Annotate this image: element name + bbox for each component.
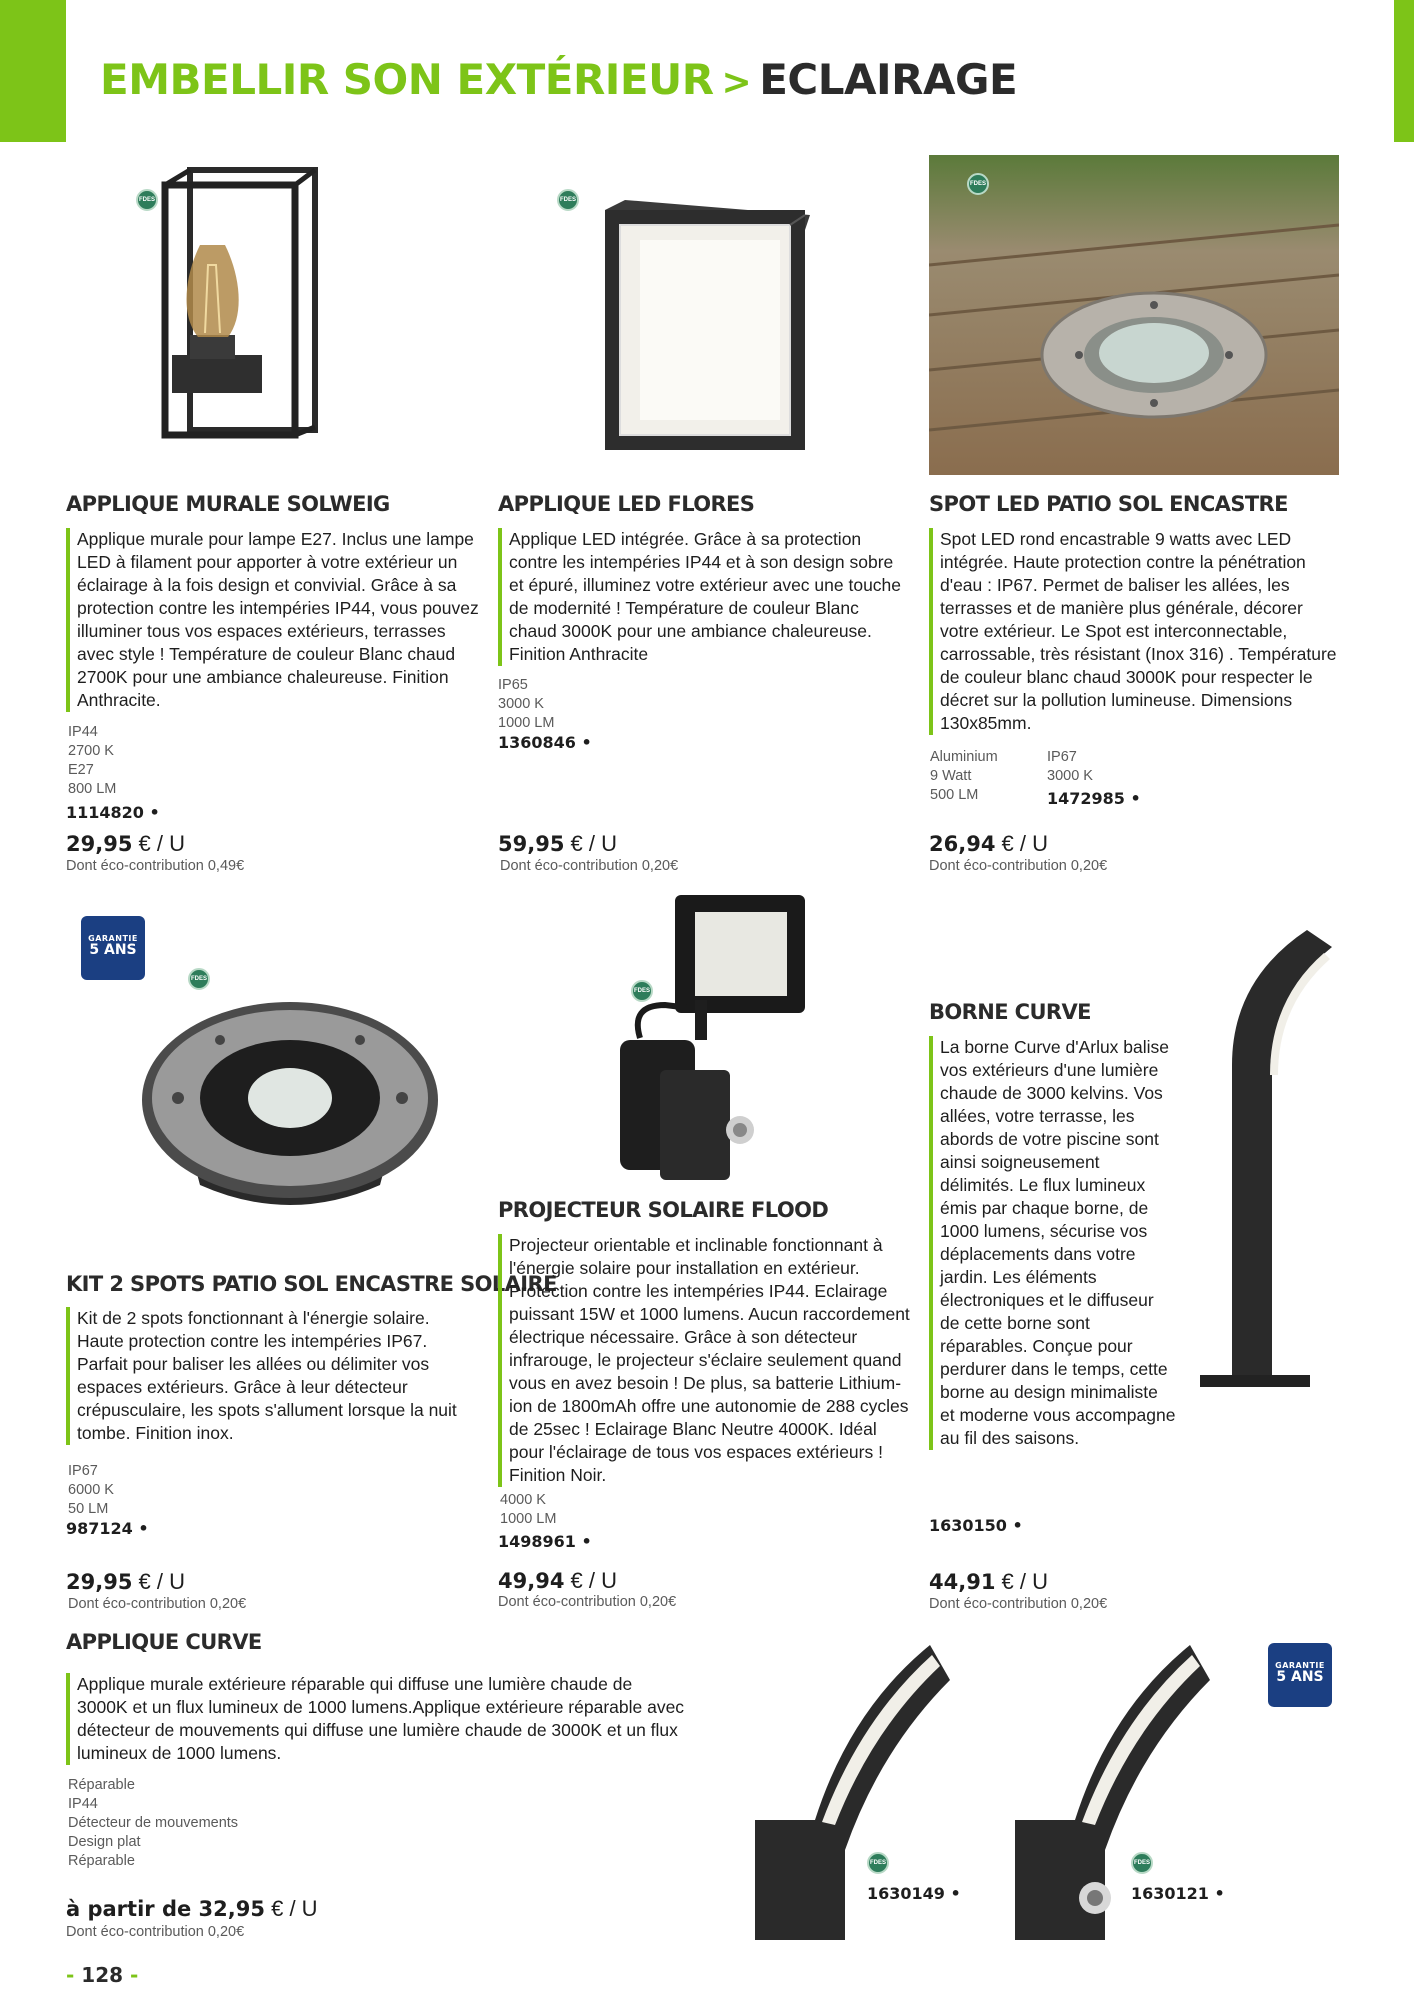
eco-contribution: Dont éco-contribution 0,20€ (929, 1596, 1108, 1612)
eco-contribution: Dont éco-contribution 0,20€ (929, 858, 1108, 874)
product-description: La borne Curve d'Arlux balise vos extérieurs d'une lumière chaude de 3000 kelvins. Vos allées, votre terrasse, les abords de votre piscine sont ainsi soigneusement délimités. Le flux lumineux émis par chaque borne, de 1000 lumens, sécurise vos déplacements dans votre jardin. Les éléments électroniques et le diffuseur de cette borne sont réparables. Conçue pour perdurer dans le temps, cette borne au design minimaliste et moderne vous accompagne au fil des saisons. (929, 1036, 1177, 1450)
product-specs (68, 723, 116, 799)
fdes-icon: FDES (188, 968, 210, 990)
applique-curve-image (750, 1640, 960, 1950)
spec-item: IP44 (68, 1796, 98, 1812)
spec-item: IP44 (68, 724, 98, 740)
page-title (100, 55, 1017, 104)
fdes-icon: FDES (136, 189, 158, 211)
spec-item: 500 LM (930, 787, 979, 803)
product-specs (498, 676, 554, 733)
product-price: 26,94 € / U (929, 831, 1049, 856)
spec-item: 4000 K (500, 1492, 546, 1508)
product-description: Projecteur orientable et inclinable fonctionnant à l'énergie solaire pour installation en extérieur. Protection contre les intempéries IP44. Eclairage puissant 15W et 1000 lumens. Aucun raccordement électrique nécessaire. Grâce à son détecteur infrarouge, le projecteur s'éclaire seulement quand vous en avez besoin ! De plus, sa batterie Lithium-ion de 1800mAh offre une autonomie de 288 cycles de 25sec ! Eclairage Blanc Neutre 4000K. Idéal pour l'éclairage de tous vos espaces extérieurs ! Finition Noir. (498, 1234, 910, 1487)
product-title: APPLIQUE MURALE SOLWEIG (66, 492, 390, 516)
product-description: Applique murale extérieure réparable qui diffuse une lumière chaude de 3000K et un flux lumineux de 1000 lumens.Applique extérieure réparable avec détecteur de mouvements qui diffuse une lumière chaude de 3000K et un flux lumineux de 1000 lumens. (66, 1673, 686, 1765)
product-title: BORNE CURVE (929, 1000, 1091, 1024)
spot-patio-image (929, 155, 1339, 475)
product-title: APPLIQUE LED FLORES (498, 492, 755, 516)
spec-item: 800 LM (68, 781, 117, 797)
product-title: PROJECTEUR SOLAIRE FLOOD (498, 1198, 829, 1222)
spec-item: 3000 K (1047, 768, 1093, 784)
fdes-icon: FDES (557, 189, 579, 211)
spec-item: 3000 K (498, 696, 544, 712)
kit-spots-solaire-image (140, 1000, 440, 1220)
product-price: 44,91 € / U (929, 1569, 1049, 1594)
spec-item: 9 Watt (930, 768, 972, 784)
product-reference: 1114820 • (66, 803, 160, 822)
applique-flores-image (590, 195, 810, 450)
page-number: - 128 - (66, 1963, 139, 1987)
product-price: 29,95 € / U (66, 831, 186, 856)
spec-item: Design plat (68, 1834, 141, 1850)
fdes-icon: FDES (867, 1852, 889, 1874)
breadcrumb-separator: > (721, 62, 752, 103)
projecteur-flood-image (600, 890, 820, 1190)
guarantee-badge: GARANTIE 5 ANS (1268, 1643, 1332, 1707)
borne-curve-image (1192, 925, 1342, 1395)
spec-item: 6000 K (68, 1482, 114, 1498)
spec-item: Détecteur de mouvements (68, 1815, 239, 1831)
applique-curve-detecteur-image (1010, 1640, 1220, 1950)
subsection-title: ECLAIRAGE (759, 55, 1018, 104)
product-reference: 1630149 • (867, 1884, 961, 1903)
product-specs-right (1047, 748, 1093, 786)
product-reference: 1498961 • (498, 1532, 592, 1551)
applique-solweig-image (150, 165, 330, 440)
spec-item: Aluminium (930, 749, 998, 765)
fdes-icon: FDES (1131, 1852, 1153, 1874)
product-description: Spot LED rond encastrable 9 watts avec LED intégrée. Haute protection contre la pénétration d'eau : IP67. Permet de baliser les allées, les terrasses et de manière plus générale, décorer votre extérieur. Le Spot est interconnectable, carrossable, très résistant (Inox 316) . Température de couleur blanc chaud 3000K pour respecter le décret sur la pollution lumineuse. Dimensions 130x85mm. (929, 528, 1339, 735)
spec-item: 1000 LM (498, 715, 555, 731)
product-title: KIT 2 SPOTS PATIO SOL ENCASTRE SOLAIRE (66, 1272, 557, 1296)
spec-item: 1000 LM (500, 1511, 557, 1527)
spec-item: 2700 K (68, 743, 114, 759)
spec-item: IP65 (498, 677, 528, 693)
eco-contribution: Dont éco-contribution 0,49€ (66, 858, 245, 874)
product-description: Applique LED intégrée. Grâce à sa protection contre les intempéries IP44 et à son design sobre et épuré, illuminez votre extérieur avec une touche de modernité ! Température de couleur Blanc chaud 3000K pour une ambiance chaleureuse. Finition Anthracite (498, 528, 908, 666)
fdes-icon: FDES (631, 980, 653, 1002)
product-price: 59,95 € / U (498, 831, 618, 856)
eco-contribution: Dont éco-contribution 0,20€ (500, 858, 679, 874)
product-reference: 1360846 • (498, 733, 592, 752)
product-description: Kit de 2 spots fonctionnant à l'énergie solaire. Haute protection contre les intempéries IP67. Parfait pour baliser les allées ou délimiter vos espaces extérieurs. Grâce à leur détecteur crépusculaire, les spots s'allument lorsque la nuit tombe. Finition inox. (66, 1307, 466, 1445)
product-price: 49,94 € / U (498, 1568, 618, 1593)
header-accent-bar-right (1394, 0, 1414, 142)
header-accent-bar-left (0, 0, 66, 142)
spec-item: E27 (68, 762, 94, 778)
fdes-icon: FDES (967, 173, 989, 195)
product-specs (68, 1776, 238, 1871)
product-price: à partir de 32,95 € / U (66, 1896, 318, 1921)
eco-contribution: Dont éco-contribution 0,20€ (498, 1594, 677, 1610)
eco-contribution: Dont éco-contribution 0,20€ (68, 1596, 247, 1612)
product-price: 29,95 € / U (66, 1569, 186, 1594)
product-reference: 1630121 • (1131, 1884, 1225, 1903)
product-title: SPOT LED PATIO SOL ENCASTRE (929, 492, 1288, 516)
product-specs-left (930, 748, 998, 805)
guarantee-badge: GARANTIE 5 ANS (81, 916, 145, 980)
spec-item: IP67 (1047, 749, 1077, 765)
spec-item: Réparable (68, 1777, 135, 1793)
spec-item: 50 LM (68, 1501, 109, 1517)
product-reference: 1472985 • (1047, 789, 1141, 808)
product-reference: 987124 • (66, 1519, 149, 1538)
product-description: Applique murale pour lampe E27. Inclus une lampe LED à filament pour apporter à votre extérieur un éclairage à la fois design et convivial. Grâce à sa protection contre les intempéries IP44, vous pouvez illuminer tous vos espaces extérieurs, terrasses avec style ! Température de couleur Blanc chaud 2700K pour une ambiance chaleureuse. Finition Anthracite. (66, 528, 484, 712)
product-specs (68, 1462, 114, 1519)
spec-item: IP67 (68, 1463, 98, 1479)
product-title: APPLIQUE CURVE (66, 1630, 262, 1654)
eco-contribution: Dont éco-contribution 0,20€ (66, 1924, 245, 1940)
spec-item: Réparable (68, 1853, 135, 1869)
product-reference: 1630150 • (929, 1516, 1023, 1535)
section-title: EMBELLIR SON EXTÉRIEUR (100, 55, 714, 104)
product-specs (500, 1491, 556, 1529)
